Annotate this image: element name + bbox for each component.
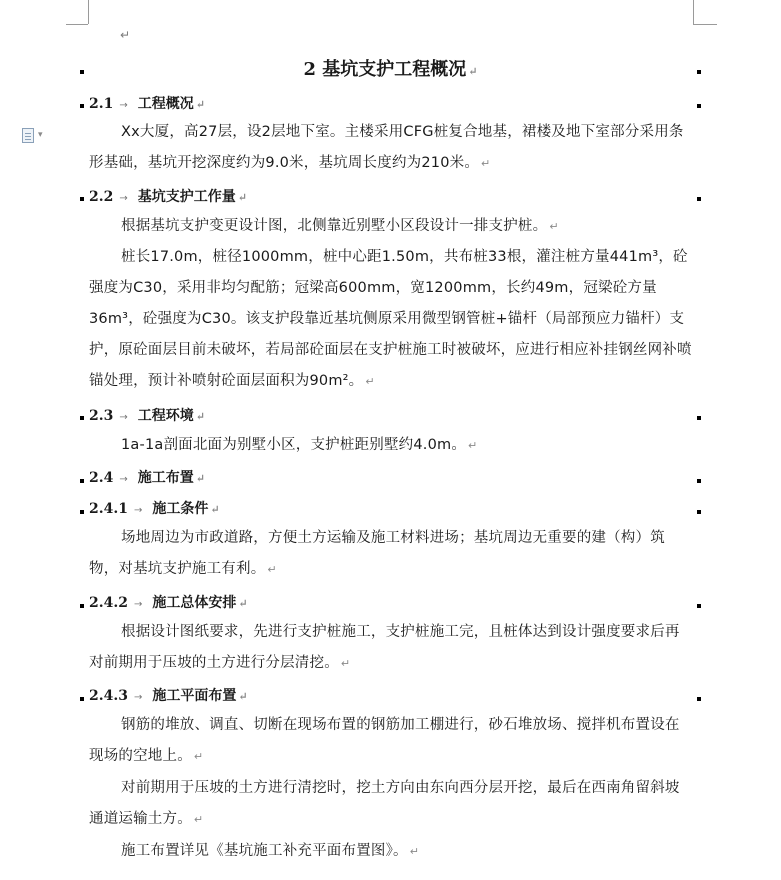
heading-label: 施工总体安排 — [152, 595, 237, 611]
paragraph — [89, 710, 694, 772]
format-dot — [697, 416, 701, 420]
heading-number: 2.4.1 — [89, 501, 128, 517]
format-dot — [80, 479, 84, 483]
paragraph-mark: ↵ — [481, 157, 491, 170]
heading-label: 施工条件 — [152, 501, 209, 517]
format-dot — [697, 697, 701, 701]
heading-number: 2.4 — [89, 470, 114, 486]
paragraph — [89, 117, 694, 179]
chevron-down-icon[interactable]: ▾ — [38, 130, 43, 140]
paragraph — [89, 430, 694, 461]
paragraph-mark: ↵ — [409, 845, 420, 858]
paragraph-text: 施工布置详见《基坑施工补充平面布置图》。 — [121, 843, 408, 859]
paragraph-mark: ↵ — [267, 563, 277, 576]
heading-2-4-2 — [89, 592, 248, 612]
format-dot — [697, 479, 701, 483]
crop-mark-top-right-h — [693, 24, 717, 25]
paragraph — [89, 242, 694, 397]
heading-2-4-3 — [89, 685, 248, 705]
heading-label: 工程概况 — [137, 96, 194, 112]
heading-2-4 — [89, 467, 205, 487]
heading-2-3 — [89, 405, 205, 425]
tab-arrow-icon: → — [119, 100, 128, 111]
format-dot — [697, 604, 701, 608]
paragraph-text: 场地周边为市政道路，方便土方运输及施工材料进场；基坑周边无重要的建（构）筑物，对基坑支护施工有利。 — [89, 530, 665, 577]
paragraph-text: 根据设计图纸要求，先进行支护桩施工，支护桩施工完，且桩体达到设计强度要求后再对前期用于压坡的土方进行分层清挖。 — [89, 624, 680, 671]
tab-arrow-icon: → — [133, 692, 143, 703]
crop-mark-top-left-h — [66, 24, 88, 25]
format-dot — [80, 510, 84, 514]
heading-label: 工程环境 — [137, 408, 194, 424]
paragraph — [89, 617, 694, 679]
heading-number: 2.4.2 — [89, 595, 128, 611]
paragraph-mark: ↵ — [193, 750, 204, 763]
format-dot — [80, 416, 84, 420]
document-icon[interactable] — [22, 128, 34, 143]
format-dot — [80, 697, 84, 701]
paragraph-mark: ↵ — [195, 98, 205, 111]
paragraph — [89, 836, 694, 867]
paragraph-mark: ↵ — [340, 657, 351, 670]
paragraph-mark: ↵ — [120, 28, 131, 42]
format-dot — [80, 197, 84, 201]
paragraph-mark: ↵ — [468, 65, 478, 78]
paragraph-mark: ↵ — [195, 410, 205, 423]
heading-label: 基坑支护工作量 — [137, 189, 236, 205]
heading-number: 2.3 — [89, 408, 114, 424]
paragraph-text: 桩长17.0m，桩径1000mm，桩中心距1.50m，共布桩33根，灌注桩方量441m³，砼强度为C30，采用非均匀配筋；冠梁高600mm，宽1200mm，长约49m，冠梁砼方量36m³，砼强度为C30。该支护段靠近基坑侧原采用微型钢管桩+锚杆（局部预应力锚杆）支护，原砼面层目前未破坏，若局部砼面层在支护桩施工时被破坏，应进行相应补挂钢丝网补喷锚处理，预计补喷射砼面层面积为90m²。 — [89, 249, 692, 389]
heading-label: 施工平面布置 — [152, 688, 237, 704]
paragraph-mark: ↵ — [193, 813, 204, 826]
heading-number: 2.1 — [89, 96, 114, 112]
paragraph-text: 根据基坑支护变更设计图，北侧靠近别墅小区段设计一排支护桩。 — [121, 218, 548, 234]
format-dot — [80, 604, 84, 608]
paragraph-mark: ↵ — [549, 220, 559, 233]
paragraph-mark: ↵ — [237, 191, 247, 204]
paragraph-mark: ↵ — [365, 375, 375, 388]
paragraph-mark: ↵ — [468, 439, 478, 452]
heading-label: 施工布置 — [137, 470, 194, 486]
tab-arrow-icon: → — [119, 412, 128, 423]
paragraph-mark: ↵ — [195, 472, 205, 485]
paragraph-mark: ↵ — [210, 503, 220, 516]
paragraph — [89, 523, 694, 585]
crop-mark-top-left — [88, 0, 89, 24]
paragraph — [89, 211, 694, 242]
heading-2-1 — [89, 93, 205, 113]
paragraph-mark: ↵ — [238, 597, 248, 610]
heading-number: 2.2 — [89, 189, 114, 205]
paragraph — [89, 773, 694, 835]
page-title — [0, 55, 781, 81]
heading-2-4-1 — [89, 498, 220, 518]
crop-mark-top-right — [693, 0, 694, 24]
format-dot — [697, 197, 701, 201]
tab-arrow-icon: → — [133, 505, 143, 516]
paragraph-text: 钢筋的堆放、调直、切断在现场布置的钢筋加工棚进行，砂石堆放场、搅拌机布置设在现场的空地上。 — [89, 717, 680, 764]
format-dot — [80, 104, 84, 108]
heading-number: 2.4.3 — [89, 688, 128, 704]
tab-arrow-icon: → — [119, 474, 128, 485]
tab-arrow-icon: → — [119, 193, 128, 204]
paragraph-text: 对前期用于压坡的土方进行清挖时，挖土方向由东向西分层开挖，最后在西南角留斜坡通道运输土方。 — [89, 780, 680, 827]
heading-2-2 — [89, 186, 247, 206]
paragraph-text: 1a-1a剖面北面为别墅小区，支护桩距别墅约4.0m。 — [121, 437, 467, 453]
paragraph-mark: ↵ — [238, 690, 248, 703]
format-dot — [697, 104, 701, 108]
format-dot — [697, 510, 701, 514]
title-text: 2 基坑支护工程概况 — [303, 59, 467, 80]
tab-arrow-icon: → — [133, 599, 143, 610]
paragraph-text: Xx大厦，高27层，设2层地下室。主楼采用CFG桩复合地基，裙楼及地下室部分采用条形基础，基坑开挖深度约为9.0米，基坑周长度约为210米。 — [89, 124, 684, 171]
